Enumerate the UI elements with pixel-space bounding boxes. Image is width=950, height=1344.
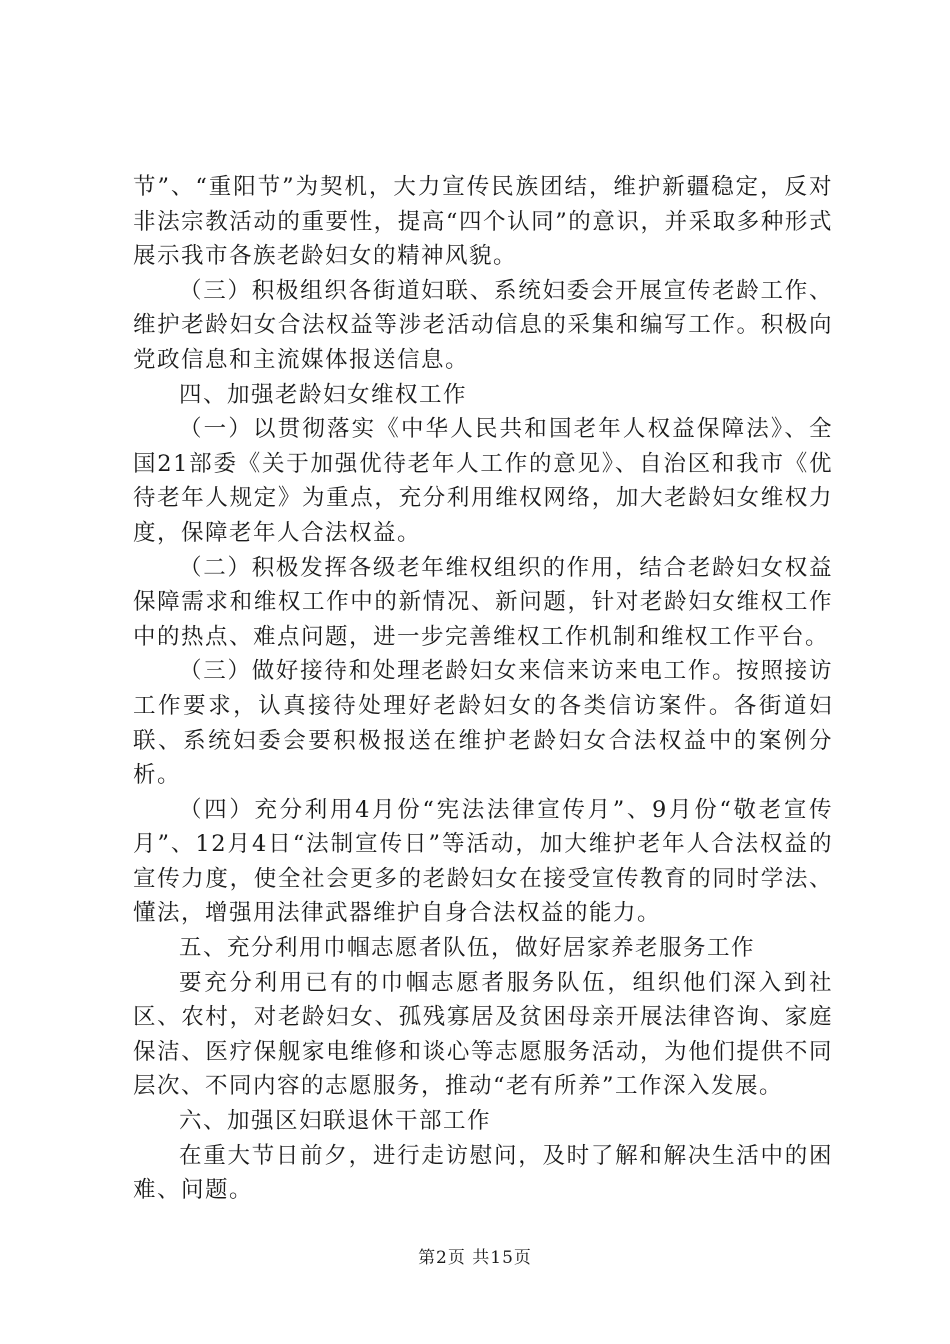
paragraph-item-2-rights-organizations: （二）积极发挥各级老年维权组织的作用，结合老龄妇女权益保障需求和维权工作中的新情况、新问题，针对老龄妇女维权工作中的热点、难点问题，进一步完善维权工作机制和维权工作平台。 xyxy=(133,554,833,650)
paragraph-item-3-publicity: （三）积极组织各街道妇联、系统妇委会开展宣传老龄工作、维护老龄妇女合法权益等涉老活动信息的采集和编写工作。积极向党政信息和主流媒体报送信息。 xyxy=(133,277,833,373)
page-number-footer: 第2页 共15页 xyxy=(418,1248,532,1268)
paragraph-item-4-legal-publicity: （四）充分利用4月份“宪法法律宣传月”、9月份“敬老宣传月”、12月4日“法制宣传日”等活动，加大维护老年人合法权益的宣传力度，使全社会更多的老龄妇女在接受宣传教育的同时学法、懂法，增强用法律武器维护自身合法权益的能力。 xyxy=(133,796,833,927)
section-heading-5: 五、充分利用巾帼志愿者队伍，做好居家养老服务工作 xyxy=(179,935,756,962)
paragraph-volunteer-service: 要充分利用已有的巾帼志愿者服务队伍，组织他们深入到社区、农村，对老龄妇女、孤残寡居及贫困母亲开展法律咨询、家庭保洁、医疗保舰家电维修和谈心等志愿服务活动，为他们提供不同层次、不同内容的志愿服务，推动“老有所养”工作深入发展。 xyxy=(133,969,833,1100)
paragraph-item-1-rights-law: （一）以贯彻落实《中华人民共和国老年人权益保障法》、全国21部委《关于加强优待老年人工作的意见》、自治区和我市《优待老年人规定》为重点，充分利用维权网络，加大老龄妇女维权力度，保障老年人合法权益。 xyxy=(133,416,833,546)
paragraph-continuation: 节”、“重阳节”为契机，大力宣传民族团结，维护新疆稳定，反对非法宗教活动的重要性，提高“四个认同”的意识，并采取多种形式展示我市各族老龄妇女的精神风貌。 xyxy=(133,174,833,270)
section-heading-6: 六、加强区妇联退休干部工作 xyxy=(179,1108,492,1135)
document-body xyxy=(133,170,833,1208)
paragraph-item-3-petitions: （三）做好接待和处理老龄妇女来信来访来电工作。按照接访工作要求，认真接待处理好老龄妇女的各类信访案件。各街道妇联、系统妇委会要积极报送在维护老龄妇女合法权益中的案例分析。 xyxy=(133,658,833,789)
section-heading-4: 四、加强老龄妇女维权工作 xyxy=(179,381,468,408)
paragraph-retired-cadres: 在重大节日前夕，进行走访慰问，及时了解和解决生活中的困难、问题。 xyxy=(133,1142,833,1204)
